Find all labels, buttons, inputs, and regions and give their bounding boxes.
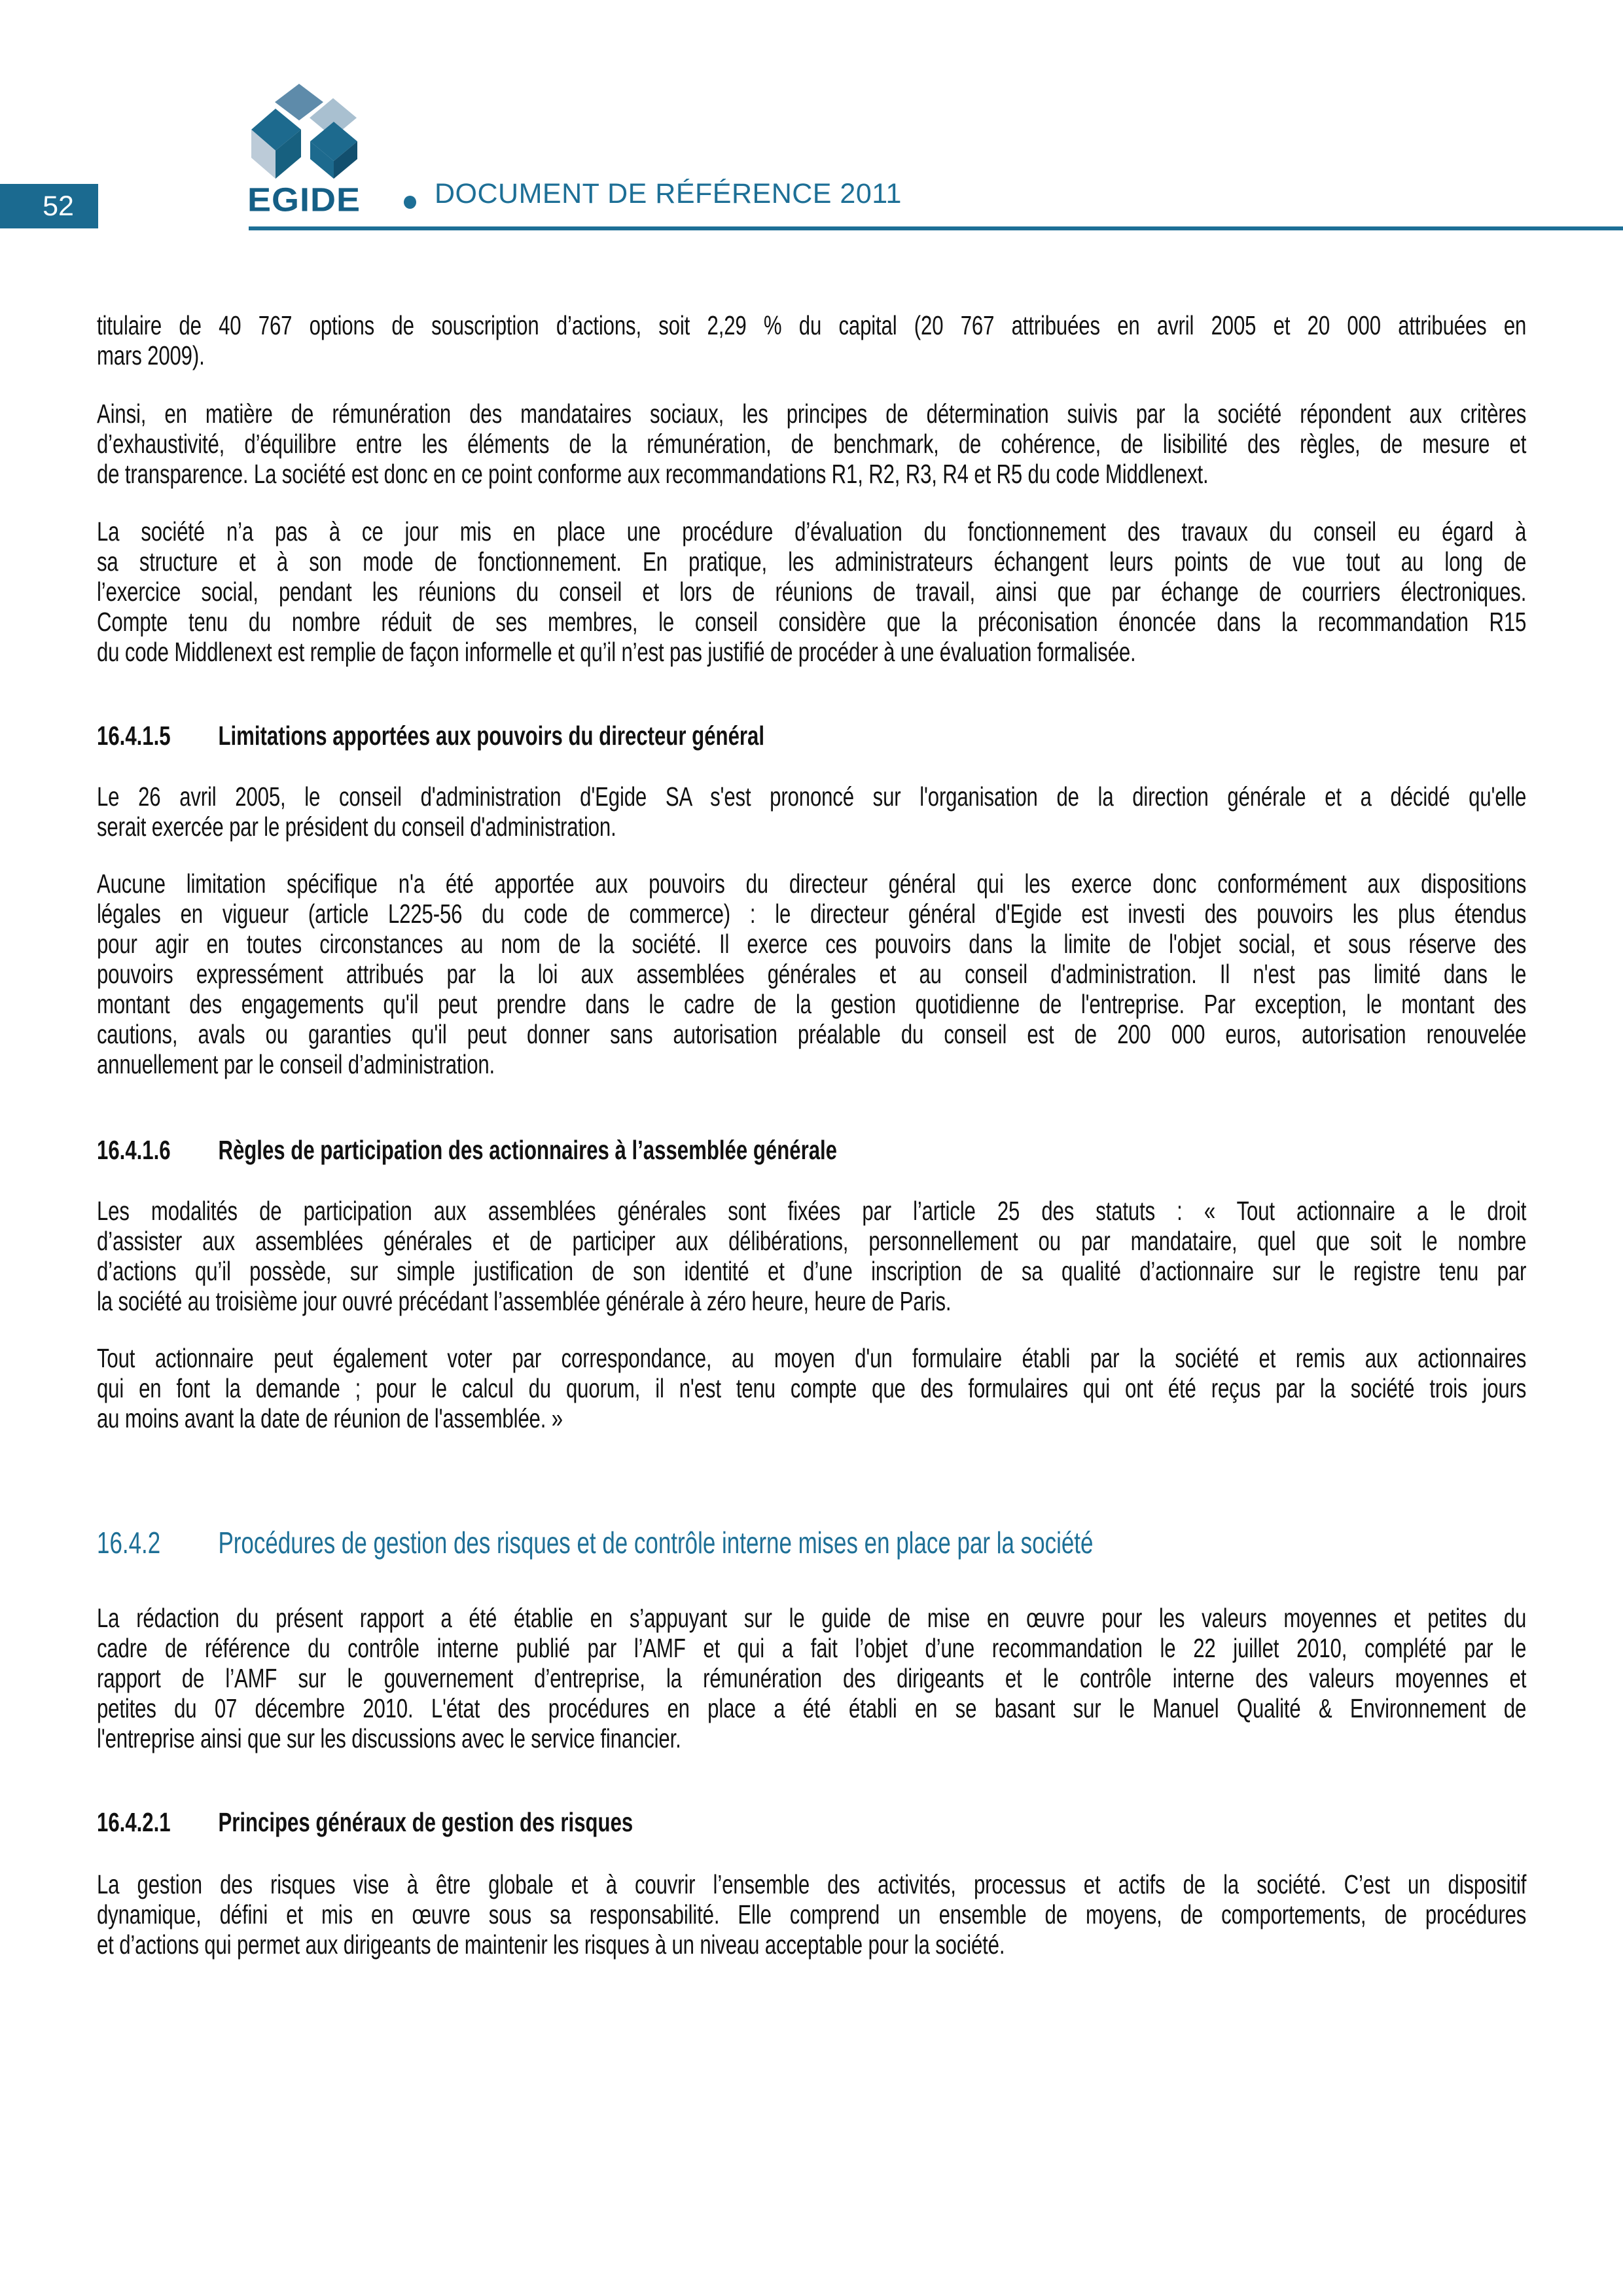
text-line: sa structure et à son mode de fonctionnement. En pratique, les administrateurs échangent leurs points de vue tout au long de [97,547,1527,577]
paragraph [97,869,1526,1079]
text-line: d’actions qu’il possède, sur simple justification de son identité et d’une inscription de sa qualité d’actionnaire sur le registre tenu par [97,1256,1527,1286]
heading-title: Procédures de gestion des risques et de contrôle interne mises en place par la société [218,1526,1094,1560]
paragraph [97,781,1526,842]
text-line: Tout actionnaire peut également voter par correspondance, au moyen d'un formulaire établi par la société et remis aux actionnaires [97,1343,1527,1373]
heading-title: Règles de participation des actionnaires à l’assemblée générale [218,1135,838,1165]
heading-number: 16.4.2.1 [97,1807,171,1837]
paragraph [97,1196,1526,1316]
text-line: mars 2009). [97,340,205,370]
text-line: l’exercice social, pendant les réunions du conseil et lors de réunions de travail, ainsi que par échange de courriers électroniques. [97,577,1527,607]
text-line: Le 26 avril 2005, le conseil d'administration d'Egide SA s'est prononcé sur l'organisation de la direction générale et a décidé qu'elle [97,781,1527,812]
text-line: serait exercée par le président du conseil d'administration. [97,812,616,842]
section-heading-16415 [97,721,1526,751]
heading-number: 16.4.1.6 [97,1135,171,1165]
text-line: montant des engagements qu'il peut prendre dans le cadre de la gestion quotidienne de l'entreprise. Par exception, le montant des [97,989,1527,1019]
text-line: Les modalités de participation aux assemblées générales sont fixées par l’article 25 des statuts : « Tout actionnaire a le droit [97,1196,1527,1226]
text-line: La rédaction du présent rapport a été établie en s’appuyant sur le guide de mise en œuvre pour les valeurs moyennes et petites du [97,1603,1527,1633]
egide-logo-icon [251,84,365,179]
header-bullet-icon [404,196,416,209]
text-line: Aucune limitation spécifique n'a été apportée aux pouvoirs du directeur général qui les exerce donc conformément aux dispositions [97,869,1527,899]
chapter-heading-1642 [97,1523,1526,1562]
paragraph [97,310,1526,370]
heading-title: Limitations apportées aux pouvoirs du directeur général [218,721,765,751]
page-number: 52 [43,190,74,222]
heading-number: 16.4.2 [97,1526,161,1560]
header-title: DOCUMENT DE RÉFÉRENCE 2011 [435,178,902,209]
heading-title: Principes généraux de gestion des risques [218,1807,633,1837]
text-line: cautions, avals ou garanties qu'il peut donner sans autorisation préalable du conseil est de 200 000 euros, autorisation renouvelée [97,1019,1527,1049]
paragraph [97,399,1526,489]
text-line: annuellement par le conseil d’administration. [97,1049,495,1079]
text-line: La gestion des risques vise à être globale et à couvrir l’ensemble des activités, processus et actifs de la société. C’est un dispositif [97,1869,1527,1899]
text-line: titulaire de 40 767 options de souscription d’actions, soit 2,29 % du capital (20 767 attribuées en avril 2005 et 20 000 attribuées en [97,310,1527,340]
text-line: La société n’a pas à ce jour mis en place une procédure d’évaluation du fonctionnement des travaux du conseil eu égard à [97,516,1527,547]
header-rule [249,226,1623,230]
text-line: pouvoirs expressément attribués par la loi aux assemblées générales et au conseil d'administration. Il n'est pas limité dans le [97,959,1527,989]
section-heading-16421 [97,1807,1526,1837]
text-line: Compte tenu du nombre réduit de ses membres, le conseil considère que la préconisation énoncée dans la recommandation R15 [97,607,1527,637]
text-line: rapport de l’AMF sur le gouvernement d’entreprise, la rémunération des dirigeants et le contrôle interne des valeurs moyennes et [97,1663,1527,1693]
text-line: petites du 07 décembre 2010. L'état des procédures en place a été établi en se basant sur le Manuel Qualité & Environnement de [97,1693,1527,1723]
text-line: du code Middlenext est remplie de façon informelle et qu’il n’est pas justifié de procéder à une évaluation formalisée. [97,637,1136,667]
text-line: Ainsi, en matière de rémunération des mandataires sociaux, les principes de détermination suivis par la société répondent aux critères [97,399,1527,429]
brand-wordmark: EGIDE [247,181,361,219]
text-line: de transparence. La société est donc en ce point conforme aux recommandations R1, R2, R3, R4 et R5 du code Middlenext. [97,459,1209,489]
text-line: dynamique, défini et mis en œuvre sous sa responsabilité. Elle comprend un ensemble de moyens, de comportements, de procédures [97,1899,1527,1929]
document-body [97,310,1526,1960]
text-line: légales en vigueur (article L225-56 du code de commerce) : le directeur général d'Egide est investi des pouvoirs les plus étendus [97,899,1527,929]
text-line: et d’actions qui permet aux dirigeants de maintenir les risques à un niveau acceptable pour la société. [97,1929,1005,1960]
paragraph [97,1603,1526,1753]
paragraph [97,1869,1526,1960]
paragraph [97,1343,1526,1433]
paragraph [97,516,1526,667]
text-line: d’assister aux assemblées générales et de participer aux délibérations, personnellement ou par mandataire, quel que soit le nombre [97,1226,1527,1256]
text-line: la société au troisième jour ouvré précédant l’assemblée générale à zéro heure, heure de Paris. [97,1286,952,1316]
text-line: au moins avant la date de réunion de l'assemblée. » [97,1403,563,1433]
page-number-badge [0,184,98,228]
text-line: d’exhaustivité, d’équilibre entre les éléments de la rémunération, de benchmark, de cohérence, de lisibilité des règles, de mesure et [97,429,1527,459]
section-heading-16416 [97,1135,1526,1165]
text-line: pour agir en toutes circonstances au nom de la société. Il exerce ces pouvoirs dans la limite de l'objet social, et sous réserve des [97,929,1527,959]
text-line: cadre de référence du contrôle interne publié par l’AMF et qui a fait l’objet d’une recommandation le 22 juillet 2010, complété par le [97,1633,1527,1663]
text-line: qui en font la demande ; pour le calcul du quorum, il n'est tenu compte que des formulaires qui ont été reçus par la société trois jours [97,1373,1527,1403]
text-line: l'entreprise ainsi que sur les discussions avec le service financier. [97,1723,681,1753]
heading-number: 16.4.1.5 [97,721,171,751]
